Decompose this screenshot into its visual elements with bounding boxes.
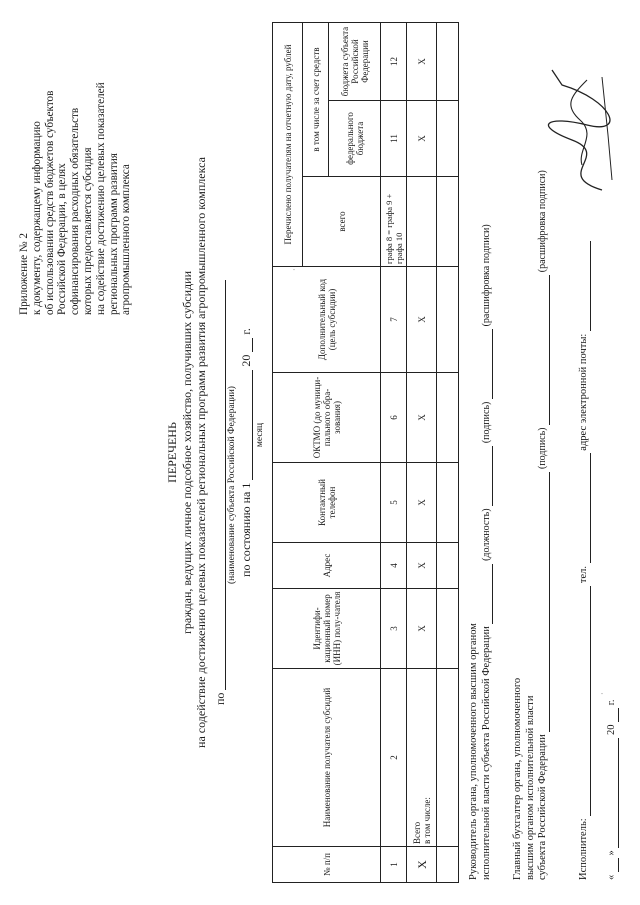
head-title-2 (481, 224, 494, 880)
empty-cell (437, 101, 459, 177)
appendix-line: агропромышленного комплекса (120, 164, 133, 315)
head-signature-block (468, 224, 493, 880)
scan-mark: · (598, 692, 607, 695)
quote-close: » (606, 850, 617, 856)
footer-date-line (606, 700, 619, 881)
accountant-title-3 (537, 170, 550, 880)
head-title-2-text: исполнительной власти субъекта Российской Федерации (480, 626, 492, 880)
decoding-caption: (расшифровка подписи) (480, 224, 492, 327)
appendix-line: об использовании средств бюджетов субъектов (43, 90, 56, 315)
position-caption: (должность) (480, 508, 492, 561)
document-subtitle-2: на содействие достижению целевых показателей региональных программ развития агропромышленного комплекса (194, 157, 208, 748)
empty-cell (437, 463, 459, 543)
day-line (608, 858, 619, 872)
header-extra-code: Дополнительный код (цель субсидии) (273, 267, 381, 373)
total-row-regional: X (407, 23, 437, 101)
header-regional: бюджета субъекта Российской Федерации (329, 23, 381, 101)
empty-cell (437, 847, 459, 883)
total-row-phone: X (407, 463, 437, 543)
empty-cell (437, 669, 459, 847)
col-number: 11 (381, 101, 407, 177)
header-transferred: Перечислено получателям на отчетную дату, рублей (273, 23, 303, 267)
total-row-oktmo: X (407, 373, 437, 463)
total-row-total (407, 177, 437, 267)
total-row-extra-code: X (407, 267, 437, 373)
month-line (608, 738, 619, 848)
total-row-name (407, 669, 437, 847)
empty-cell (437, 177, 459, 267)
col-number: 12 (381, 23, 407, 101)
recipients-table (272, 22, 459, 883)
col-number: 4 (381, 543, 407, 589)
decoding-line (482, 329, 493, 399)
header-total: всего (303, 177, 381, 267)
year-field (241, 338, 253, 352)
empty-cell (437, 543, 459, 589)
position-line (482, 564, 493, 624)
date-year-suffix: г. (239, 328, 253, 335)
month-caption: месяц (255, 422, 265, 448)
empty-cell (437, 373, 459, 463)
col-number: 3 (381, 589, 407, 669)
header-name: Наименование получателя субсидий (273, 669, 381, 847)
email-label: адрес электронной почты: (578, 333, 589, 451)
document-title: ПЕРЕЧЕНЬ (165, 422, 179, 483)
executor-label: Исполнитель: (578, 818, 589, 880)
total-label: Всего (411, 821, 422, 844)
accountant-decoding-caption: (расшифровка подписи) (537, 170, 548, 273)
accountant-signature-caption: (подпись) (537, 427, 548, 470)
appendix-line: Приложение № 2 (18, 233, 30, 315)
total-row-num: X (407, 847, 437, 883)
appendix-line: на содействие достижению целевых показателей (94, 82, 107, 315)
accountant-signature-line (539, 472, 550, 732)
accountant-signature-block (512, 170, 550, 880)
accountant-title-3-text: субъекта Российской Федерации (537, 734, 548, 880)
accountant-decoding-line (539, 275, 550, 425)
signature-stroke-3 (602, 77, 612, 180)
total-row-address: X (407, 543, 437, 589)
footer-year-suffix: г. (606, 699, 617, 706)
po-label: по (213, 692, 227, 705)
appendix-block (18, 15, 133, 315)
header-address: Адрес (273, 543, 381, 589)
accountant-title-1: Главный бухгалтер органа, уполномоченного (512, 677, 523, 880)
empty-cell (437, 589, 459, 669)
header-num: № п/п (273, 847, 381, 883)
head-title-1: Руководитель органа, уполномоченного высшим органом (468, 623, 479, 880)
header-inn: Идентифи-кационный номер (ИНН) полу-чателя (273, 589, 381, 669)
empty-cell (437, 267, 459, 373)
scan-mark: · (290, 268, 299, 271)
header-phone: Контактный телефон (273, 463, 381, 543)
date-line (240, 300, 253, 605)
tel-label: тел. (578, 565, 589, 584)
date-year: 20 (239, 354, 253, 367)
appendix-line: которых предоставляется субсидия (81, 147, 94, 315)
col-number: 2 (381, 669, 407, 847)
appendix-line: Российской Федерации, в целях (56, 163, 69, 315)
footer-year-line (608, 708, 619, 722)
executor-name-line (580, 586, 591, 816)
quote-open: « (606, 874, 617, 880)
col-number: 6 (381, 373, 407, 463)
total-row-inn: X (407, 589, 437, 669)
header-federal: федерального бюджета (329, 101, 381, 177)
footer-year: 20 (606, 724, 617, 735)
signature-caption: (подпись) (480, 401, 492, 444)
col-number: 1 (381, 847, 407, 883)
including-label: в том числе: (421, 797, 432, 844)
col-number: 7 (381, 267, 407, 373)
document-subtitle: граждан, ведущих личное подсобное хозяйство, получивших субсидии (180, 271, 194, 634)
col-number: 5 (381, 463, 407, 543)
appendix-line: региональных программ развития (107, 153, 120, 315)
region-caption: (наименование субъекта Российской Федерации) (227, 386, 237, 584)
col-number-formula: графа 8 = графа 9 + графа 10 (381, 177, 407, 267)
handwritten-signature (542, 65, 622, 195)
empty-cell (437, 23, 459, 101)
signature-line (482, 446, 493, 506)
total-row-federal: X (407, 101, 437, 177)
header-including: в том числе за счет средств (303, 23, 329, 177)
region-name-line (213, 280, 226, 690)
email-line (580, 241, 591, 331)
executor-line (578, 241, 591, 880)
appendix-line: софинансирования расходных обязательств (69, 107, 82, 315)
date-prefix: по состоянию на 1 (239, 482, 253, 577)
accountant-title-2: высшим органом исполнительной власти (524, 695, 536, 880)
month-field (241, 370, 253, 480)
header-oktmo: ОКТМО (до муници-пального обра-зования) (273, 373, 381, 463)
tel-line (580, 453, 591, 563)
appendix-line: к документу, содержащему информацию (30, 121, 43, 315)
